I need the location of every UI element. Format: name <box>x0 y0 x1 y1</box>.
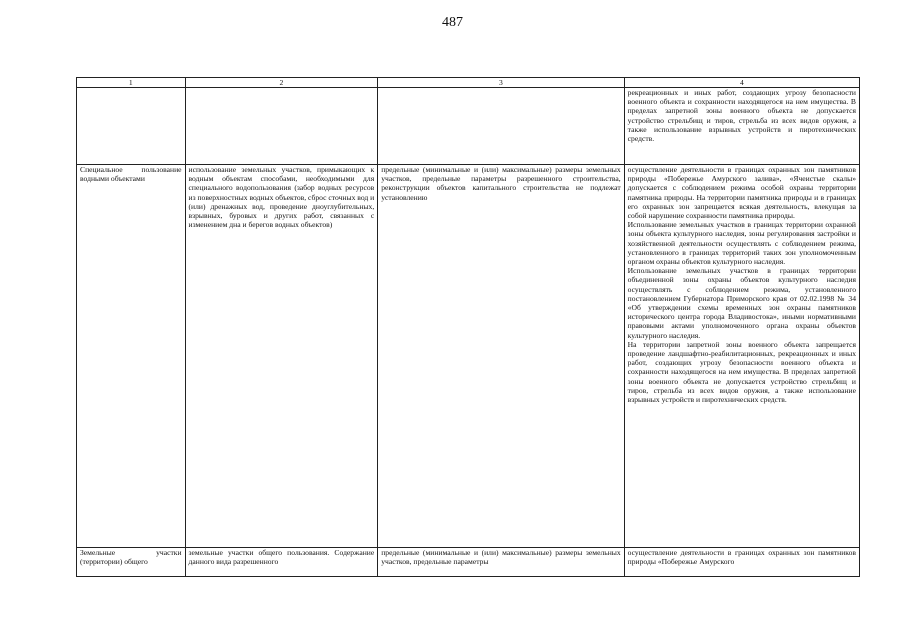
cell-use-type <box>77 88 186 165</box>
cell-parameters: предельные (минимальные и (или) максимальные) размеры земельных участков, предельные параметры разрешенного строительства, реконструкции объектов капитального строительства не подлежат установлению <box>378 165 624 548</box>
table-row <box>77 548 860 577</box>
page-number: 487 <box>442 15 463 30</box>
restriction-paragraph: осуществление деятельности в границах охранных зон памятников природы «Побережье Амурского <box>627 548 856 567</box>
land-use-table <box>76 77 860 577</box>
table-header-row <box>77 78 860 88</box>
cell-description: земельные участки общего пользования. Содержание данного вида разрешенного <box>185 548 378 577</box>
cell-parameters <box>378 88 624 165</box>
restriction-paragraph: Использование земельных участков в границах территории объединенной зоны охраны объектов культурного наследия осуществлять с соблюдением режима, установленного постановлением Губернатора Приморского края от 02.02.1998 № 34 «Об утверждении схемы временных зон охраны памятников исторического центра города Владивостока», иными нормативными правовыми актами уполномоченного органа охраны объектов культурного наследия. <box>627 266 856 340</box>
cell-restrictions <box>624 165 859 548</box>
cell-restrictions <box>624 88 859 165</box>
table-row <box>77 88 860 165</box>
header-col-4: 4 <box>624 78 859 88</box>
cell-description <box>185 88 378 165</box>
cell-use-type: Специальное пользование водными объектами <box>77 165 186 548</box>
header-col-2: 2 <box>185 78 378 88</box>
header-col-3: 3 <box>378 78 624 88</box>
cell-use-type: Земельные участки (территории) общего <box>77 548 186 577</box>
cell-restrictions <box>624 548 859 577</box>
table-row <box>77 165 860 548</box>
restriction-paragraph: осуществление деятельности в границах охранных зон памятников природы «Побережье Амурского залива», «Ячеистые скалы» допускается с соблюдением режима особой охраны территории памятника природы. На территории памятника природы и в границах его охранных зон запрещается всякая деятельность, влекущая за собой нарушение сохранности памятника природы. <box>627 165 856 221</box>
restriction-paragraph: На территории запретной зоны военного объекта запрещается проведение ландшафтно-реабилитационных, рекреационных и иных работ, создающих угрозу безопасности военного объекта и сохранности находящегося на нем имущества. В пределах запретной зоны военного объекта не допускается устройство стрельбищ и тиров, стрельба из всех видов оружия, а также использование взрывных устройств и пиротехнических средств. <box>627 339 856 405</box>
cell-parameters: предельные (минимальные и (или) максимальные) размеры земельных участков, предельные параметры <box>378 548 624 577</box>
header-col-1: 1 <box>77 78 186 88</box>
restriction-paragraph: рекреационных и иных работ, создающих угрозу безопасности военного объекта и сохранности находящегося на нем имущества. В пределах запретной зоны военного объекта не допускается устройство стрельбищ и тиров, стрельба из всех видов оружия, а также использование взрывных устройств и пиротехнических средств. <box>627 88 856 144</box>
cell-description: использование земельных участков, примыкающих к водным объектам способами, необходимыми для специального водопользования (забор водных ресурсов из поверхностных водных объектов, сброс сточных вод и (или) дренажных вод, проведение дноуглубительных, взрывных, буровых и других работ, связанных с изменением дна и берегов водных объектов) <box>185 165 378 548</box>
restriction-paragraph: Использование земельных участков в границах территории охранной зоны объекта культурного наследия, зоны регулирования застройки и хозяйственной деятельности осуществлять с соблюдением режима, установленного в границах территорий таких зон уполномоченным органом охраны объектов культурного наследия. <box>627 220 856 267</box>
